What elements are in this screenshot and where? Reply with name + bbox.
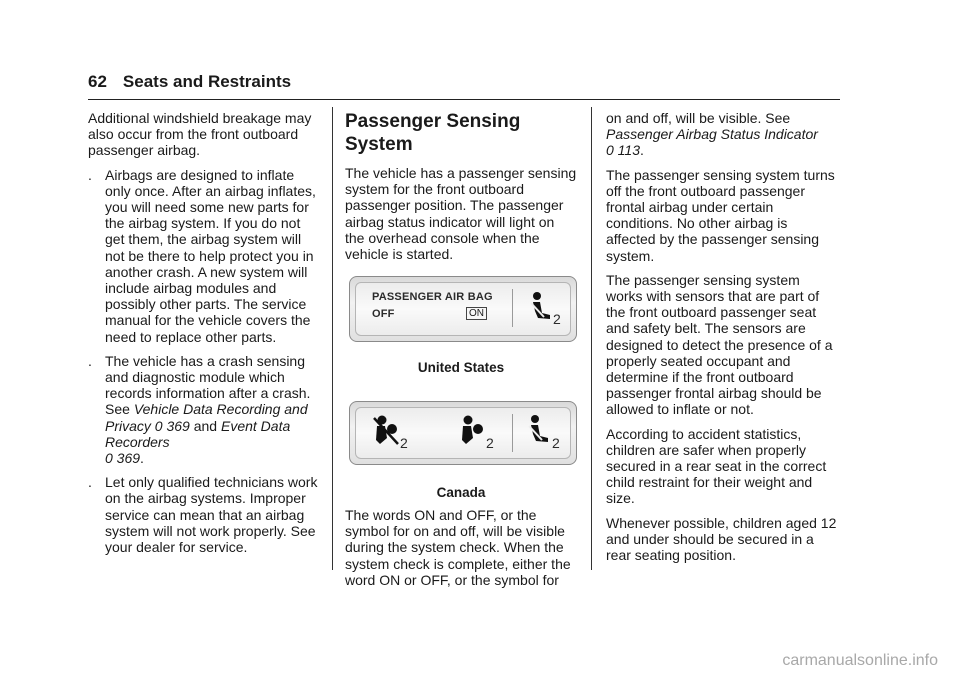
- airbag-off-icon: [372, 414, 400, 450]
- paragraph-sensors: The passenger sensing system works with sensors that are part of the front outboard passenger seat and safety belt. The sensors are designed to detect the presence of a properly seated occupant and determine if the front outboard passenger frontal airbag should be allowed to inflate or not.: [606, 271, 833, 418]
- period: .: [140, 450, 144, 467]
- paragraph-accident-statistics: According to accident statistics, children are safer when properly secured in a rear seat in the correct child restraint for their weight and size.: [606, 425, 827, 507]
- bullet-text: Airbags are designed to inflate only once. After an airbag inflates, you will need some new parts for the airbag system. If you do not get them, the airbag system will not be there to help protect you in another crash. A new system will include airbag modules and possibly other parts. The service manual for the vehicle covers the need to replace other parts.: [105, 166, 316, 345]
- ref-event-data-recorders[interactable]: Event Data Recorders: [105, 417, 291, 450]
- column-1: [88, 110, 320, 563]
- bullet-text: Let only qualified technicians work on the airbag systems. Improper service can mean that an airbag system will not work properly. See your dealer for service.: [105, 474, 318, 556]
- us-indicator-panel: [349, 276, 577, 342]
- seated-person-airbag-icon: [528, 291, 554, 327]
- bullet-mark: .: [88, 166, 92, 183]
- column-3: [606, 110, 840, 571]
- airbag-on-icon: [458, 414, 486, 450]
- ref-page-369[interactable]: 0 369: [154, 417, 190, 434]
- header-rule: [88, 99, 840, 100]
- ref-passenger-airbag-status-indicator[interactable]: Passenger Airbag Status Indicator: [606, 126, 818, 143]
- ref-page-369[interactable]: 0 369: [105, 450, 141, 467]
- bullet-mark: .: [88, 352, 92, 369]
- page-number: 62: [88, 72, 107, 91]
- seated-person-airbag-icon: [526, 414, 552, 450]
- and-word: and: [193, 417, 218, 434]
- ref-page-113[interactable]: 0 113: [606, 142, 640, 159]
- paragraph-turns-off-airbag: The passenger sensing system turns off the front outboard passenger frontal airbag under certain conditions. No other airbag is affected by the passenger sensing system.: [606, 166, 835, 264]
- system-check-paragraph: The words ON and OFF, or the symbol for on and off, will be visible during the system check. When the system check is complete, either the word ON or OFF, or the symbol for: [345, 507, 571, 588]
- paragraph-text: on and off, will be visible. See: [606, 110, 791, 126]
- intro-paragraph: The vehicle has a passenger sensing system for the front outboard passenger position. The passenger airbag status indicator will light on the overhead console when the vehicle is started.: [345, 165, 577, 263]
- panel-separator: [512, 414, 513, 452]
- bullet-qualified-technicians: [88, 474, 320, 555]
- bullet-airbags-inflate-once: [88, 167, 320, 345]
- bullet-mark: .: [88, 474, 92, 491]
- passenger-airbag-label: PASSENGER AIR BAG: [372, 291, 493, 303]
- seat-number: 2: [552, 435, 560, 451]
- panel-separator: [512, 289, 513, 327]
- column-2: [345, 110, 577, 270]
- seat-number: 2: [400, 435, 408, 451]
- caption-united-states: United States: [417, 360, 505, 375]
- watermark: carmanualsonline.info: [782, 652, 938, 669]
- bullet-crash-module: [88, 353, 320, 466]
- column-divider: [332, 107, 333, 570]
- bullet-text: The vehicle has a crash sensing and diagnostic module which records information after a crash. See: [105, 352, 311, 418]
- canada-indicator-panel: [349, 401, 577, 465]
- intro-paragraph: Additional windshield breakage may also occur from the front outboard passenger airbag.: [88, 110, 312, 159]
- caption-canada: Canada: [436, 485, 486, 500]
- on-label: ON: [466, 307, 487, 320]
- seat-number: 2: [553, 311, 561, 327]
- ref-vehicle-data-recording[interactable]: Vehicle Data Recording and Privacy: [105, 401, 308, 434]
- status-indicator-paragraph: [606, 110, 840, 159]
- section-heading: Passenger Sensing System: [345, 111, 521, 155]
- page-header: [88, 72, 291, 92]
- section-title: Seats and Restraints: [122, 72, 292, 91]
- seat-number: 2: [486, 435, 494, 451]
- paragraph-children-rear-seat: Whenever possible, children aged 12 and under should be secured in a rear seating position.: [606, 514, 837, 564]
- column-2-continued: [345, 507, 580, 596]
- off-label: OFF: [372, 308, 395, 320]
- period: .: [640, 142, 644, 159]
- column-divider: [591, 107, 592, 570]
